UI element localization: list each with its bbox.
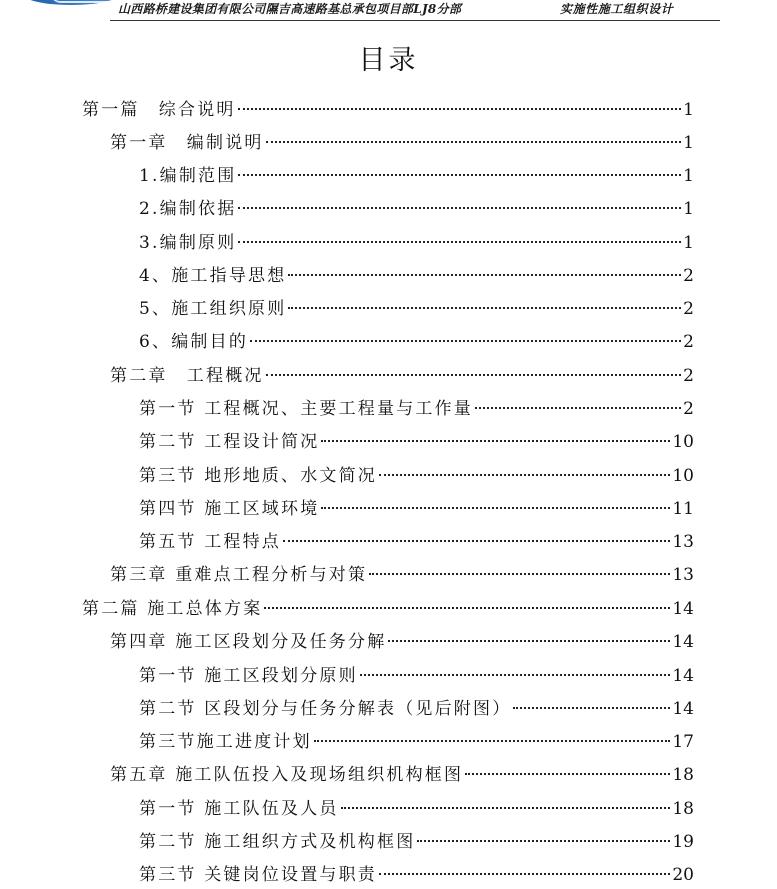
toc-entry[interactable] [110, 561, 694, 589]
toc-leader-dots [341, 807, 671, 809]
toc-entry-page: 2 [683, 366, 694, 386]
toc-entry[interactable] [139, 262, 694, 290]
toc-leader-dots [264, 607, 670, 609]
toc-entry-title: 第一篇 综合说明 [82, 100, 236, 120]
toc-entry-title: 5、施工组织原则 [139, 299, 287, 319]
header-document-type: 实施性施工组织设计 [560, 2, 674, 16]
page-title: 目录 [358, 45, 419, 76]
toc-entry[interactable] [139, 728, 694, 756]
toc-entry-title: 3.编制原则 [139, 233, 237, 253]
toc-entry-page: 18 [672, 765, 694, 785]
toc-entry-page: 1 [683, 233, 694, 253]
toc-entry-title: 第二篇 施工总体方案 [82, 599, 263, 619]
toc-entry[interactable] [139, 795, 694, 823]
toc-entry-page: 19 [672, 832, 694, 852]
toc-entry-title: 第四章 施工区段划分及任务分解 [110, 632, 387, 652]
toc-entry-page: 14 [672, 632, 694, 652]
toc-entry-title: 6、编制目的 [139, 332, 249, 352]
toc-leader-dots [369, 573, 670, 575]
toc-entry-page: 13 [672, 565, 694, 585]
toc-leader-dots [379, 474, 670, 476]
toc-entry-title: 第三章 重难点工程分析与对策 [110, 565, 368, 585]
toc-entry[interactable] [139, 428, 694, 456]
toc-leader-dots [475, 407, 681, 409]
toc-leader-dots [288, 307, 681, 309]
toc-entry-title: 第一节 工程概况、主要工程量与工作量 [139, 399, 474, 419]
toc-entry-title: 1.编制范围 [139, 166, 237, 186]
toc-entry-title: 第二节 工程设计简况 [139, 432, 320, 452]
header-divider [110, 20, 720, 21]
toc-leader-dots [388, 640, 670, 642]
toc-leader-dots [238, 174, 681, 176]
toc-entry-page: 10 [672, 466, 694, 486]
toc-entry[interactable] [139, 295, 694, 323]
toc-entry[interactable] [139, 195, 694, 223]
toc-entry-page: 14 [672, 666, 694, 686]
toc-entry[interactable] [110, 761, 694, 789]
toc-entry-title: 第一节 施工队伍及人员 [139, 799, 339, 819]
toc-entry-page: 2 [683, 266, 694, 286]
toc-entry-page: 1 [683, 166, 694, 186]
company-logo [22, 0, 120, 5]
toc-leader-dots [238, 207, 681, 209]
toc-entry[interactable] [110, 129, 694, 157]
toc-entry[interactable] [110, 628, 694, 656]
toc-entry[interactable] [139, 828, 694, 856]
toc-entry-title: 第五章 施工队伍投入及现场组织机构框图 [110, 765, 464, 785]
toc-entry-title: 2.编制依据 [139, 199, 237, 219]
toc-entry[interactable] [139, 162, 694, 190]
toc-entry-title: 第二章 工程概况 [110, 366, 264, 386]
toc-entry-page: 2 [683, 399, 694, 419]
toc-leader-dots [321, 507, 670, 509]
toc-entry-title: 第三节 关键岗位设置与职责 [139, 865, 378, 885]
toc-leader-dots [465, 773, 670, 775]
toc-entry-page: 14 [672, 699, 694, 719]
toc-leader-dots [321, 440, 670, 442]
toc-entry[interactable] [82, 96, 694, 124]
toc-entry-page: 11 [672, 499, 694, 519]
toc-entry[interactable] [82, 595, 694, 623]
toc-leader-dots [360, 674, 671, 676]
toc-leader-dots [314, 740, 671, 742]
toc-entry-page: 1 [683, 100, 694, 120]
toc-entry-title: 第二节 施工组织方式及机构框图 [139, 832, 416, 852]
toc-entry[interactable] [139, 495, 694, 523]
toc-entry-title: 4、施工指导思想 [139, 266, 287, 286]
toc-entry[interactable] [139, 662, 694, 690]
toc-leader-dots [238, 108, 682, 110]
toc-entry-title: 第四节 施工区域环境 [139, 499, 320, 519]
toc-entry[interactable] [110, 362, 694, 390]
toc-entry[interactable] [139, 462, 694, 490]
toc-entry-page: 2 [683, 332, 694, 352]
toc-entry-page: 2 [683, 299, 694, 319]
toc-entry[interactable] [139, 528, 694, 556]
toc-leader-dots [283, 540, 670, 542]
toc-entry-title: 第三节 地形地质、水文简况 [139, 466, 378, 486]
toc-entry-title: 第三节施工进度计划 [139, 732, 312, 752]
header-company-name: 山西路桥建设集团有限公司隰吉高速路基总承包项目部LJ8分部 [118, 2, 462, 16]
toc-entry-page: 14 [672, 599, 694, 619]
toc-leader-dots [238, 241, 681, 243]
toc-entry-page: 1 [683, 133, 694, 153]
toc-leader-dots [250, 340, 681, 342]
toc-leader-dots [513, 707, 670, 709]
toc-entry[interactable] [139, 328, 694, 356]
toc-entry-page: 17 [672, 732, 694, 752]
toc-entry-title: 第一节 施工区段划分原则 [139, 666, 358, 686]
toc-entry-page: 10 [672, 432, 694, 452]
toc-entry-title: 第二节 区段划分与任务分解表（见后附图） [139, 699, 512, 719]
toc-entry-title: 第一章 编制说明 [110, 133, 264, 153]
toc-entry-title: 第五节 工程特点 [139, 532, 282, 552]
toc-leader-dots [266, 374, 682, 376]
toc-entry[interactable] [139, 695, 694, 723]
toc-entry[interactable] [139, 229, 694, 257]
toc-entry-page: 18 [672, 799, 694, 819]
toc-leader-dots [266, 141, 682, 143]
toc-entry-page: 1 [683, 199, 694, 219]
toc-entry-page: 20 [672, 865, 694, 885]
toc-entry[interactable] [139, 395, 694, 423]
toc-entry-page: 13 [672, 532, 694, 552]
toc-entry[interactable] [139, 861, 694, 889]
toc-leader-dots [379, 873, 670, 875]
toc-leader-dots [417, 840, 670, 842]
page-header [0, 0, 777, 24]
toc-leader-dots [288, 274, 681, 276]
